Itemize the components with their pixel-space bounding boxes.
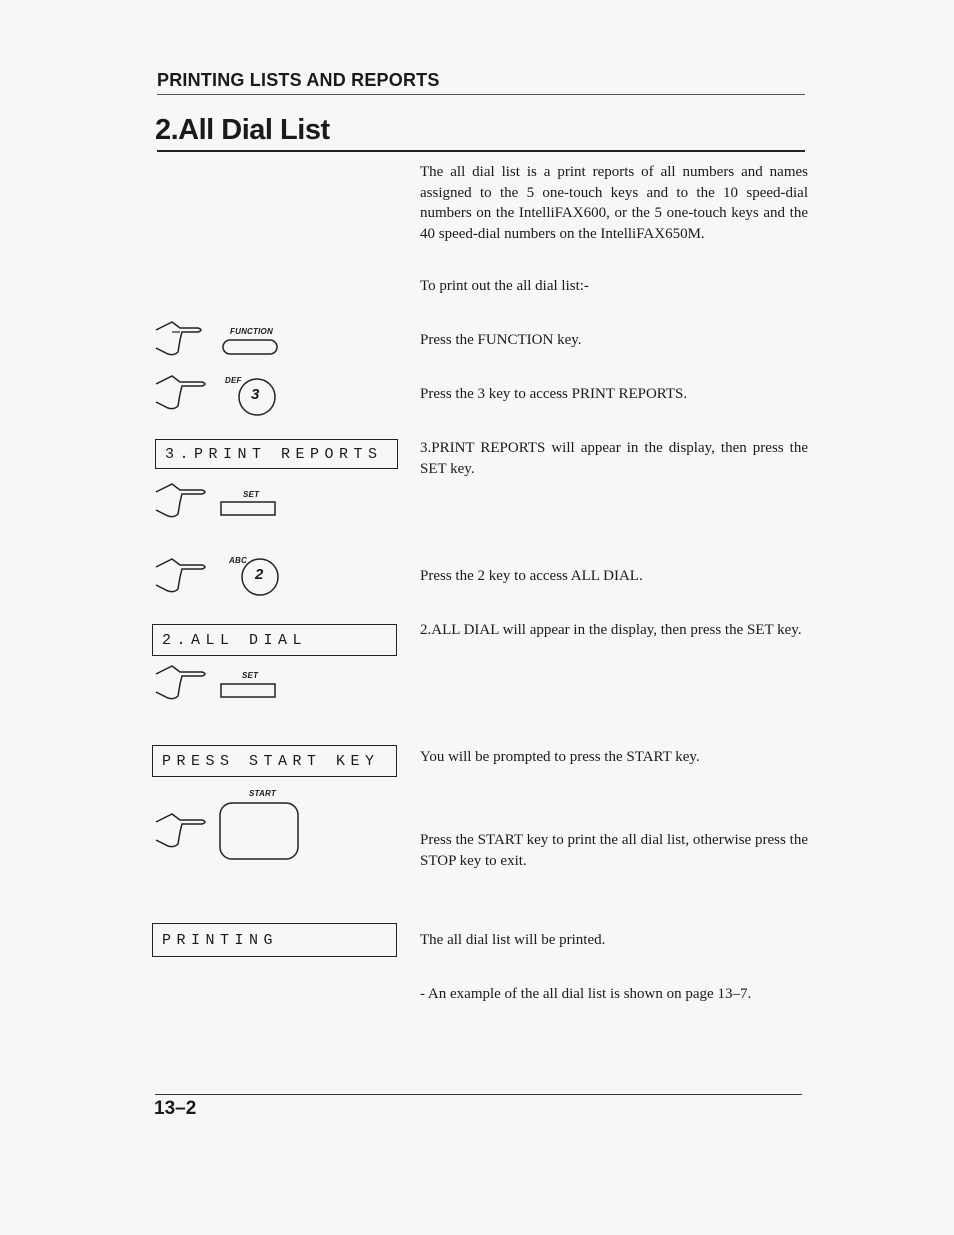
set-key-label-1: SET [243,490,260,499]
step-4-text: Press the 2 key to access ALL DIAL. [420,568,643,584]
function-key-label: FUNCTION [230,327,273,336]
step-2-text: Press the 3 key to access PRINT REPORTS. [420,386,688,402]
pointing-hand-icon [150,660,216,704]
step-1-text: Press the FUNCTION key. [420,332,582,348]
page-number: 13–2 [154,1098,197,1119]
abc-key-label: ABC [229,556,247,565]
step-6-text: You will be prompted to press the START key. [420,749,700,765]
pointing-hand-icon [150,318,210,358]
start-key-label: START [249,789,276,798]
header-rule [157,94,805,95]
set-key-icon [220,682,278,700]
step-8-text: The all dial list will be printed. [420,932,606,948]
set-key-icon [220,500,278,518]
function-key-icon [222,338,280,356]
step-9-text: - An example of the all dial list is shown on page 13–7. [420,986,752,1002]
page-title: 2.All Dial List [155,114,330,146]
pointing-hand-icon [150,808,216,852]
pointing-hand-icon [150,553,218,597]
section-header: PRINTING LISTS AND REPORTS [157,70,440,90]
footer-rule [155,1094,802,1095]
set-key-label-2: SET [242,671,259,680]
key-3-label: 3 [251,386,260,403]
lcd-display-press-start-key: PRESS START KEY [152,745,397,777]
title-rule [157,150,805,152]
lcd-display-all-dial: 2.ALL DIAL [152,624,397,656]
step-5-text: 2.ALL DIAL will appear in the display, then press the SET key. [420,622,802,638]
step-lead: To print out the all dial list:- [420,278,589,294]
start-key-icon [218,801,302,863]
pointing-hand-icon [150,478,216,522]
intro-paragraph: The all dial list is a print reports of all numbers and names assigned to the 5 one-touch keys and to the 10 speed-dial numbers on the IntelliFAX600, or the 5 one-touch keys and the 40 speed-dial numbers on the IntelliFAX650M. [420,164,808,242]
lcd-display-printing: PRINTING [152,923,397,957]
step-7-text: Press the START key to print the all dial list, otherwise press the STOP key to exit. [420,832,808,869]
key-2-label: 2 [255,566,264,583]
def-key-label: DEF [225,376,242,385]
lcd-display-print-reports: 3.PRINT REPORTS [155,439,398,469]
step-3-text: 3.PRINT REPORTS will appear in the display, then press the SET key. [420,440,808,477]
pointing-hand-icon [150,370,218,414]
